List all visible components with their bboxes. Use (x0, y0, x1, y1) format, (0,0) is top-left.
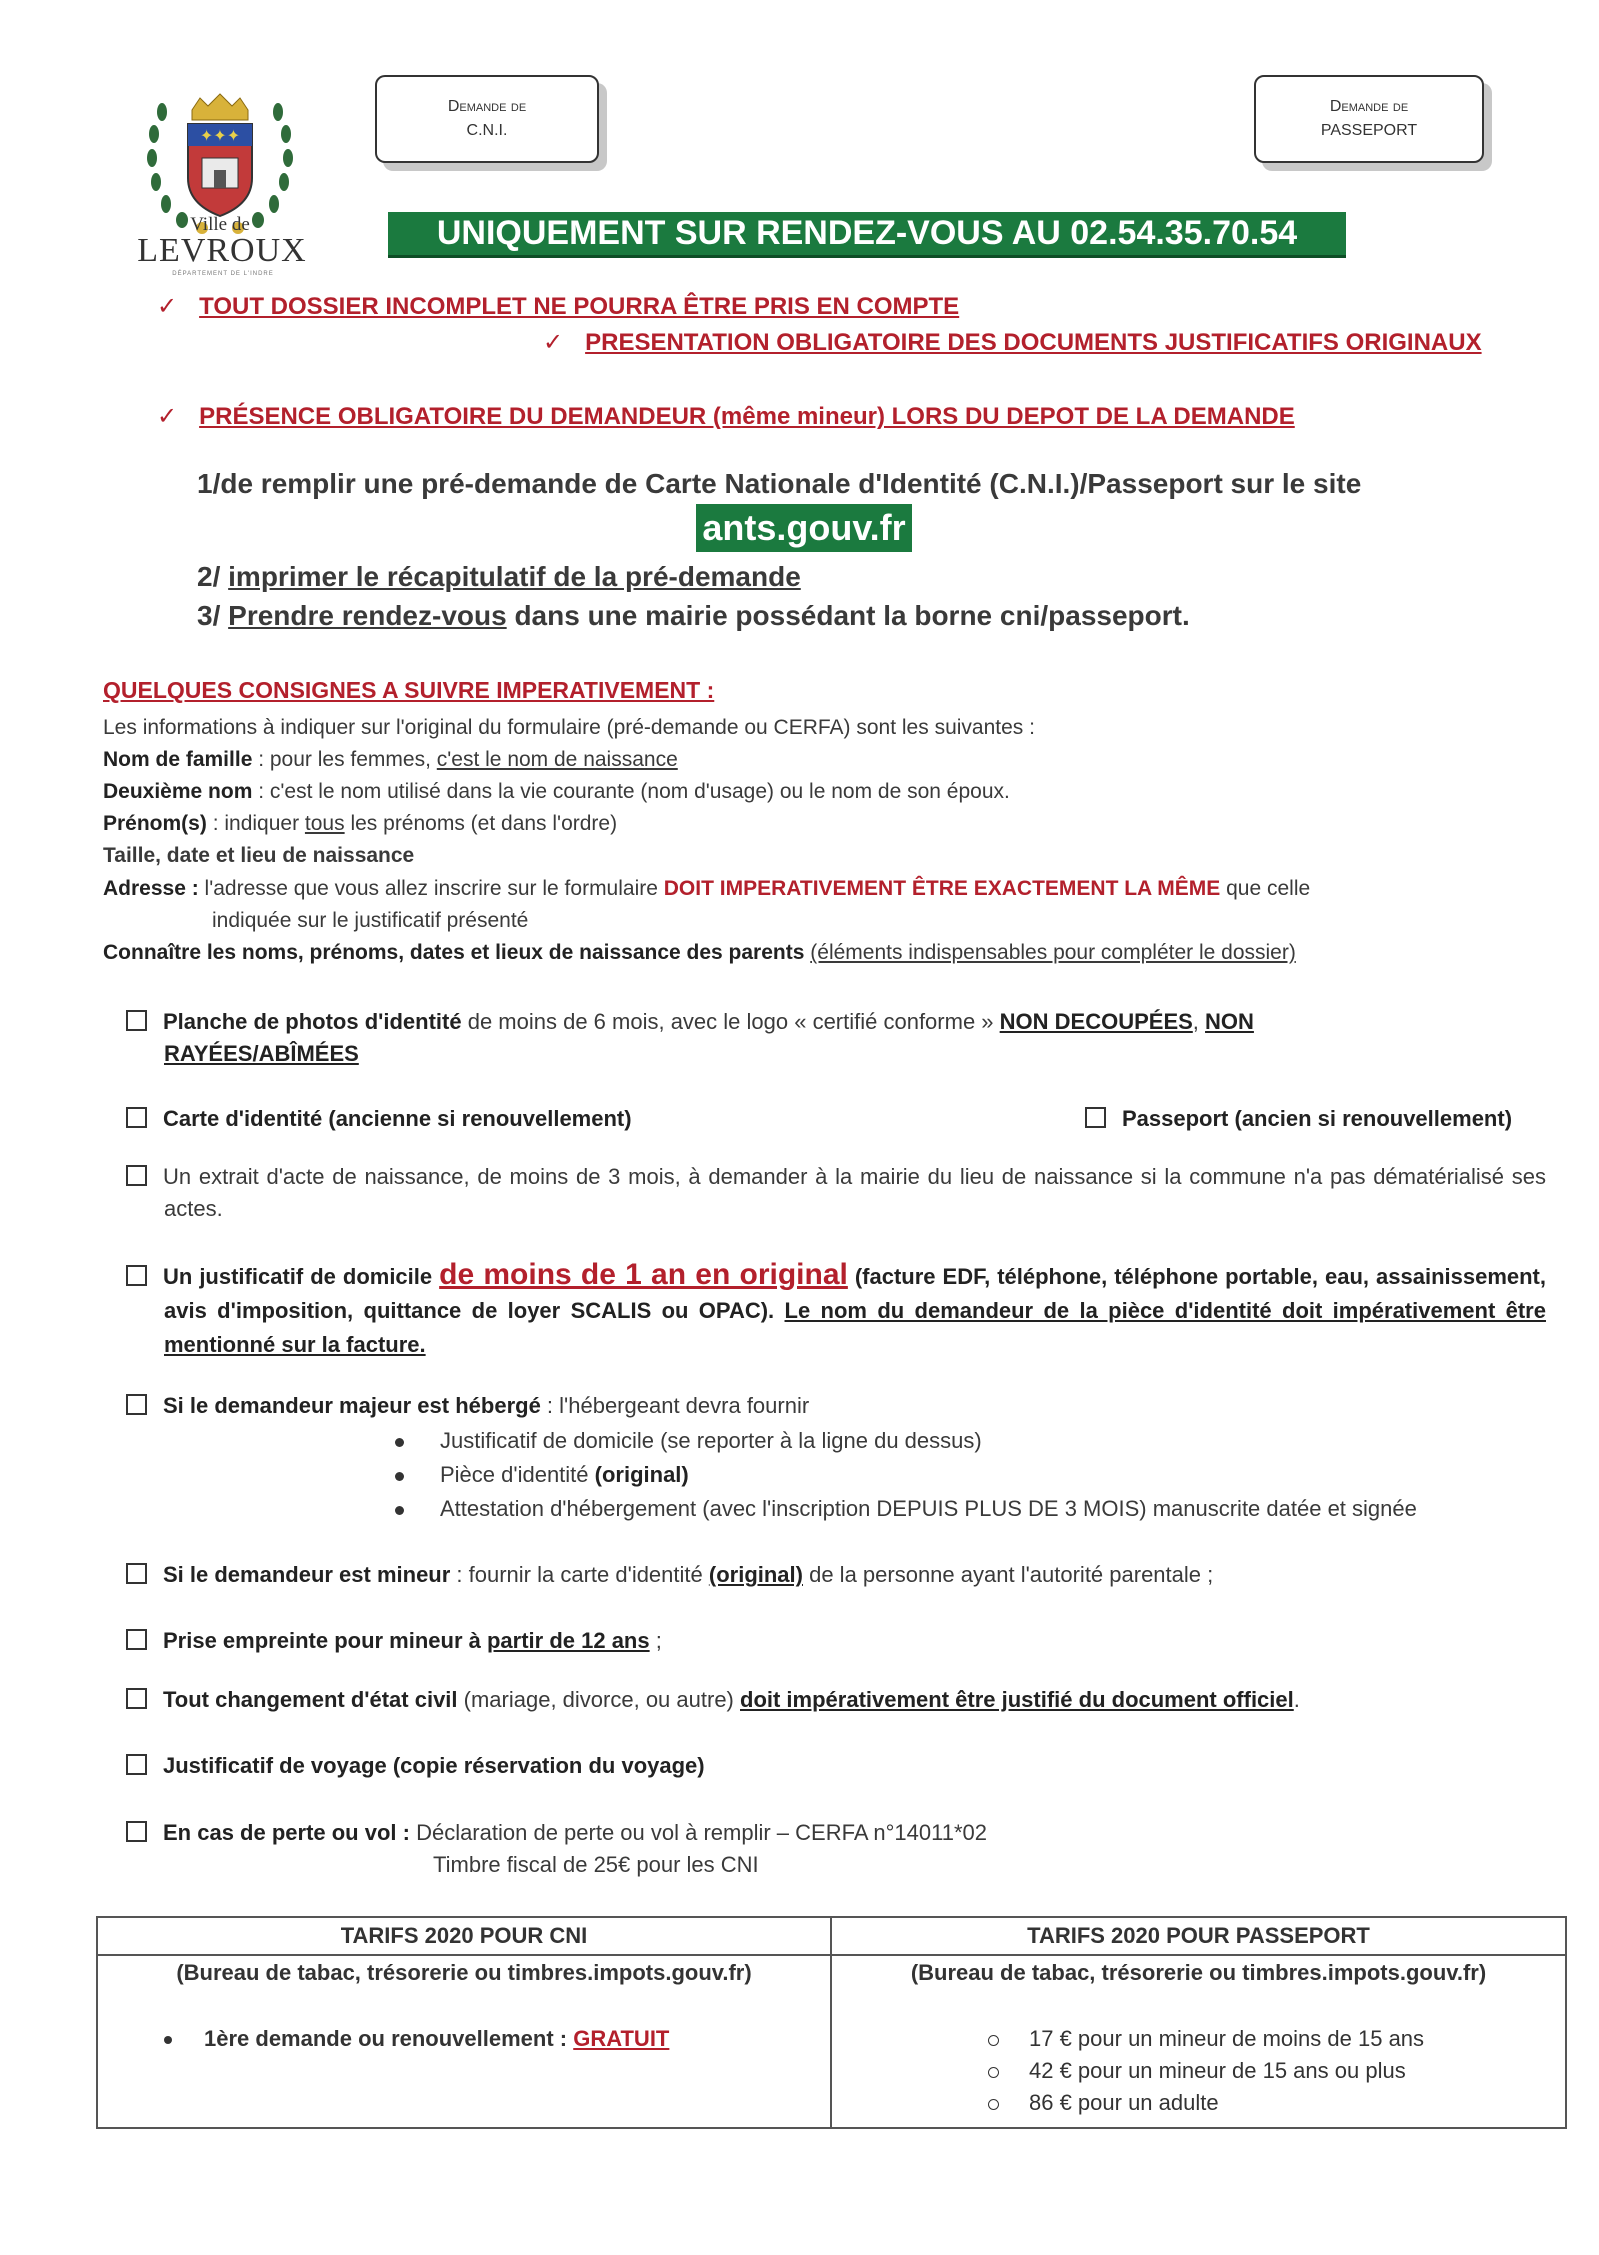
item-photos (126, 1006, 1546, 1070)
checkbox-mineur[interactable] (126, 1563, 147, 1584)
item-etat-text: (mariage, divorce, ou autre) (457, 1687, 740, 1712)
heberge-bullet-2 (395, 1458, 689, 1492)
item-perte-line2: Timbre fiscal de 25€ pour les CNI (433, 1852, 759, 1877)
item-passeport (1085, 1103, 1512, 1135)
checkbox-domicile[interactable] (126, 1265, 147, 1286)
item-mineur-text2: de la personne ayant l'autorité parentale ; (802, 1562, 1214, 1587)
item-heberge-bold: Si le demandeur majeur est hébergé (163, 1393, 541, 1418)
ants-site-link[interactable]: ants.gouv.fr (696, 504, 912, 552)
passport-request-box (1254, 75, 1484, 163)
check-presence-text: PRÉSENCE OBLIGATOIRE DU DEMANDEUR (même mineur) LORS DU DEPOT DE LA DEMANDE (199, 403, 1295, 430)
consigne-deuxieme-nom (103, 776, 1010, 808)
heberge-bullet-2-text: Pièce d'identité (440, 1462, 595, 1487)
heberge-bullet-1-text: Justificatif de domicile (se reporter à la ligne du dessus) (440, 1428, 982, 1453)
consigne-nom-label: Nom de famille (103, 748, 253, 771)
step-2-number: 2/ (197, 561, 229, 592)
item-domicile (126, 1258, 1546, 1362)
consigne-nom (103, 744, 678, 776)
bullet-icon (395, 1438, 404, 1447)
circle-bullet-icon (988, 2099, 999, 2110)
checkbox-heberge[interactable] (126, 1394, 147, 1415)
step-2-text: imprimer le récapitulatif de la pré-demande (228, 561, 801, 592)
heberge-bullet-3 (395, 1492, 1417, 1526)
cni-request-box (375, 75, 599, 163)
step-3-underlined: Prendre rendez-vous (228, 600, 507, 631)
cni-box-line1: Demande de (447, 98, 527, 115)
item-mineur-bold: Si le demandeur est mineur (163, 1562, 451, 1587)
consigne-parents (103, 937, 1296, 969)
consignes-title: QUELQUES CONSIGNES A SUIVRE IMPERATIVEMENT : (103, 677, 715, 703)
consigne-adresse-text2: que celle (1220, 877, 1311, 900)
checkmark-icon: ✓ (157, 403, 178, 430)
tariffs-passport-line (988, 2090, 1219, 2116)
item-mineur-underlined: (original) (708, 1562, 803, 1587)
item-mineur (126, 1559, 1546, 1591)
tariffs-cni-column (98, 1918, 832, 2127)
item-extrait-text: Un extrait d'acte de naissance, de moins de 3 mois, à demander à la mairie du lieu de naissance si la commune n'a pas dématérialisé ses actes. (163, 1164, 1546, 1221)
item-domicile-underlined: Le nom du demandeur de la pièce d'identité doit impérativement être mentionné sur la facture. (164, 1298, 1546, 1357)
step-1: 1/de remplir une pré-demande de Carte Nationale d'Identité (C.N.I.)/Passeport sur le site (197, 468, 1362, 499)
heberge-bullet-1 (395, 1424, 982, 1458)
item-photos-u1: NON DECOUPÉES (999, 1009, 1193, 1034)
checkbox-cni[interactable] (126, 1107, 147, 1128)
item-empreinte-underlined: partir de 12 ans (486, 1628, 650, 1653)
tariffs-cni-free: GRATUIT (573, 2026, 670, 2051)
logo-ville-text: Ville de (190, 214, 250, 235)
item-etat-bold: Tout changement d'état civil (163, 1687, 458, 1712)
tariffs-passport-line-text: 42 € pour un mineur de 15 ans ou plus (1029, 2058, 1406, 2083)
item-domicile-red: de moins de 1 an en original (439, 1258, 848, 1291)
step-3-number: 3/ (197, 600, 229, 631)
tariffs-passport-line-text: 86 € pour un adulte (1029, 2090, 1219, 2115)
step-3 (197, 600, 1190, 632)
tariffs-passport-sub: (Bureau de tabac, trésorerie ou timbres.impots.gouv.fr) (910, 1960, 1487, 1985)
step-2 (197, 561, 801, 593)
circle-bullet-icon (988, 2035, 999, 2046)
checkbox-empreinte[interactable] (126, 1629, 147, 1650)
tariffs-cni-sub: (Bureau de tabac, trésorerie ou timbres.impots.gouv.fr) (176, 1960, 752, 1985)
item-voyage (126, 1750, 1546, 1782)
tariffs-passport-column (832, 1918, 1565, 2127)
item-empreinte-bold: Prise empreinte pour mineur à (163, 1628, 487, 1653)
tariffs-cni-header: TARIFS 2020 POUR CNI (98, 1918, 830, 1956)
check-incomplete (157, 292, 959, 322)
item-empreinte (126, 1625, 1546, 1657)
item-passeport-text: Passeport (ancien si renouvellement) (1122, 1106, 1513, 1131)
bullet-icon (164, 2036, 172, 2044)
item-heberge (126, 1390, 1546, 1422)
bullet-icon (395, 1472, 404, 1481)
tariffs-cni-line (164, 2026, 669, 2052)
item-empreinte-text: ; (649, 1628, 662, 1653)
checkbox-photos[interactable] (126, 1010, 147, 1031)
item-extrait (126, 1161, 1546, 1225)
check-originals (543, 328, 1482, 358)
passport-box-line2: PASSEPORT (1320, 122, 1418, 139)
check-originals-text: PRESENTATION OBLIGATOIRE DES DOCUMENTS JUSTIFICATIFS ORIGINAUX (585, 329, 1482, 356)
checkbox-passeport[interactable] (1085, 1107, 1106, 1128)
item-photos-u3: RAYÉES/ABÎMÉES (164, 1041, 359, 1066)
consigne-nom-underlined: c'est le nom de naissance (436, 748, 678, 771)
tariffs-cni-line-bold: 1ère demande ou renouvellement : (204, 2026, 574, 2051)
checkbox-voyage[interactable] (126, 1754, 147, 1775)
item-heberge-text: : l'hébergeant devra fournir (540, 1393, 810, 1418)
consignes-intro: Les informations à indiquer sur l'original du formulaire (pré-demande ou CERFA) sont les suivantes : (103, 716, 1035, 739)
item-voyage-text: Justificatif de voyage (copie réservation du voyage) (163, 1753, 705, 1778)
heberge-bullet-2-bold: (original) (594, 1462, 689, 1487)
checkbox-etat-civil[interactable] (126, 1688, 147, 1709)
tariffs-table (96, 1916, 1567, 2129)
tariffs-passport-line (988, 2058, 1406, 2084)
item-etat-civil (126, 1684, 1546, 1716)
checkmark-icon: ✓ (157, 293, 178, 320)
consigne-adresse-warning: DOIT IMPERATIVEMENT ÊTRE EXACTEMENT LA MÊME (663, 877, 1221, 900)
consigne-adresse (103, 873, 1310, 905)
step-3-text: dans une mairie possédant la borne cni/passeport. (506, 600, 1190, 631)
tariffs-passport-line (988, 2026, 1424, 2052)
consigne-adresse-line2: indiquée sur le justificatif présenté (212, 909, 529, 932)
item-photos-text: de moins de 6 mois, avec le logo « certifié conforme » (461, 1009, 1000, 1034)
item-etat-end: . (1293, 1687, 1300, 1712)
item-domicile-bold: Un justificatif de domicile (163, 1264, 440, 1289)
cni-box-line2: C.N.I. (466, 122, 508, 139)
tariffs-passport-line-text: 17 € pour un mineur de moins de 15 ans (1029, 2026, 1425, 2051)
tariffs-passport-header: TARIFS 2020 POUR PASSEPORT (832, 1918, 1565, 1956)
consigne-parents-label: Connaître les noms, prénoms, dates et lieux de naissance des parents (103, 941, 805, 964)
checkbox-perte[interactable] (126, 1821, 147, 1842)
consigne-prenom-text2: les prénoms (et dans l'ordre) (344, 812, 618, 835)
checkbox-extrait[interactable] (126, 1165, 147, 1186)
item-cni-text: Carte d'identité (ancienne si renouvellement) (163, 1106, 632, 1131)
svg-text:✦✦✦: ✦✦✦ (199, 126, 241, 145)
consigne-adresse-text1: l'adresse que vous allez inscrire sur le formulaire (198, 877, 664, 900)
item-perte-text: Déclaration de perte ou vol à remplir – CERFA n°14011*02 (409, 1820, 988, 1845)
item-photos-u2: NON (1205, 1009, 1254, 1034)
consigne-prenom (103, 808, 617, 840)
circle-bullet-icon (988, 2067, 999, 2078)
logo-department: DÉPARTEMENT DE L'INDRE (172, 271, 274, 277)
check-presence (157, 402, 1295, 432)
checkmark-icon: ✓ (543, 329, 564, 356)
check-incomplete-text: TOUT DOSSIER INCOMPLET NE POURRA ÊTRE PRIS EN COMPTE (199, 293, 960, 320)
item-photos-bold: Planche de photos d'identité (163, 1009, 462, 1034)
consigne-deux-text: : c'est le nom utilisé dans la vie courante (nom d'usage) ou le nom de son époux. (252, 780, 1010, 803)
heberge-bullet-3-text: Attestation d'hébergement (avec l'inscription DEPUIS PLUS DE 3 MOIS) manuscrite datée et signée (440, 1496, 1417, 1521)
appointment-banner: UNIQUEMENT SUR RENDEZ-VOUS AU 02.54.35.70.54 (388, 212, 1346, 258)
item-perte-bold: En cas de perte ou vol : (163, 1820, 410, 1845)
item-photos-sep: , (1192, 1009, 1206, 1034)
item-mineur-text1: : fournir la carte d'identité (450, 1562, 709, 1587)
item-etat-underlined: doit impérativement être justifié du document officiel (740, 1687, 1294, 1712)
consigne-prenom-text1: : indiquer (206, 812, 305, 835)
consigne-parents-note: (éléments indispensables pour compléter le dossier) (810, 941, 1296, 964)
item-perte (126, 1817, 1546, 1849)
bullet-icon (395, 1506, 404, 1515)
consigne-prenom-underlined: tous (304, 812, 345, 835)
consigne-deux-label: Deuxième nom (103, 780, 253, 803)
passport-box-line1: Demande de (1329, 98, 1409, 115)
consigne-nom-text: : pour les femmes, (252, 748, 437, 771)
consigne-prenom-label: Prénom(s) (103, 812, 207, 835)
consigne-adresse-label: Adresse : (103, 877, 199, 900)
consigne-taille: Taille, date et lieu de naissance (103, 844, 415, 867)
item-domicile-bold2: (facture EDF, téléphone, téléphone portable, eau, assainissement, avis d'imposition, quittance de loyer SCALIS ou OPAC). (164, 1264, 1547, 1323)
logo-town-name: LEVROUX (137, 232, 307, 269)
